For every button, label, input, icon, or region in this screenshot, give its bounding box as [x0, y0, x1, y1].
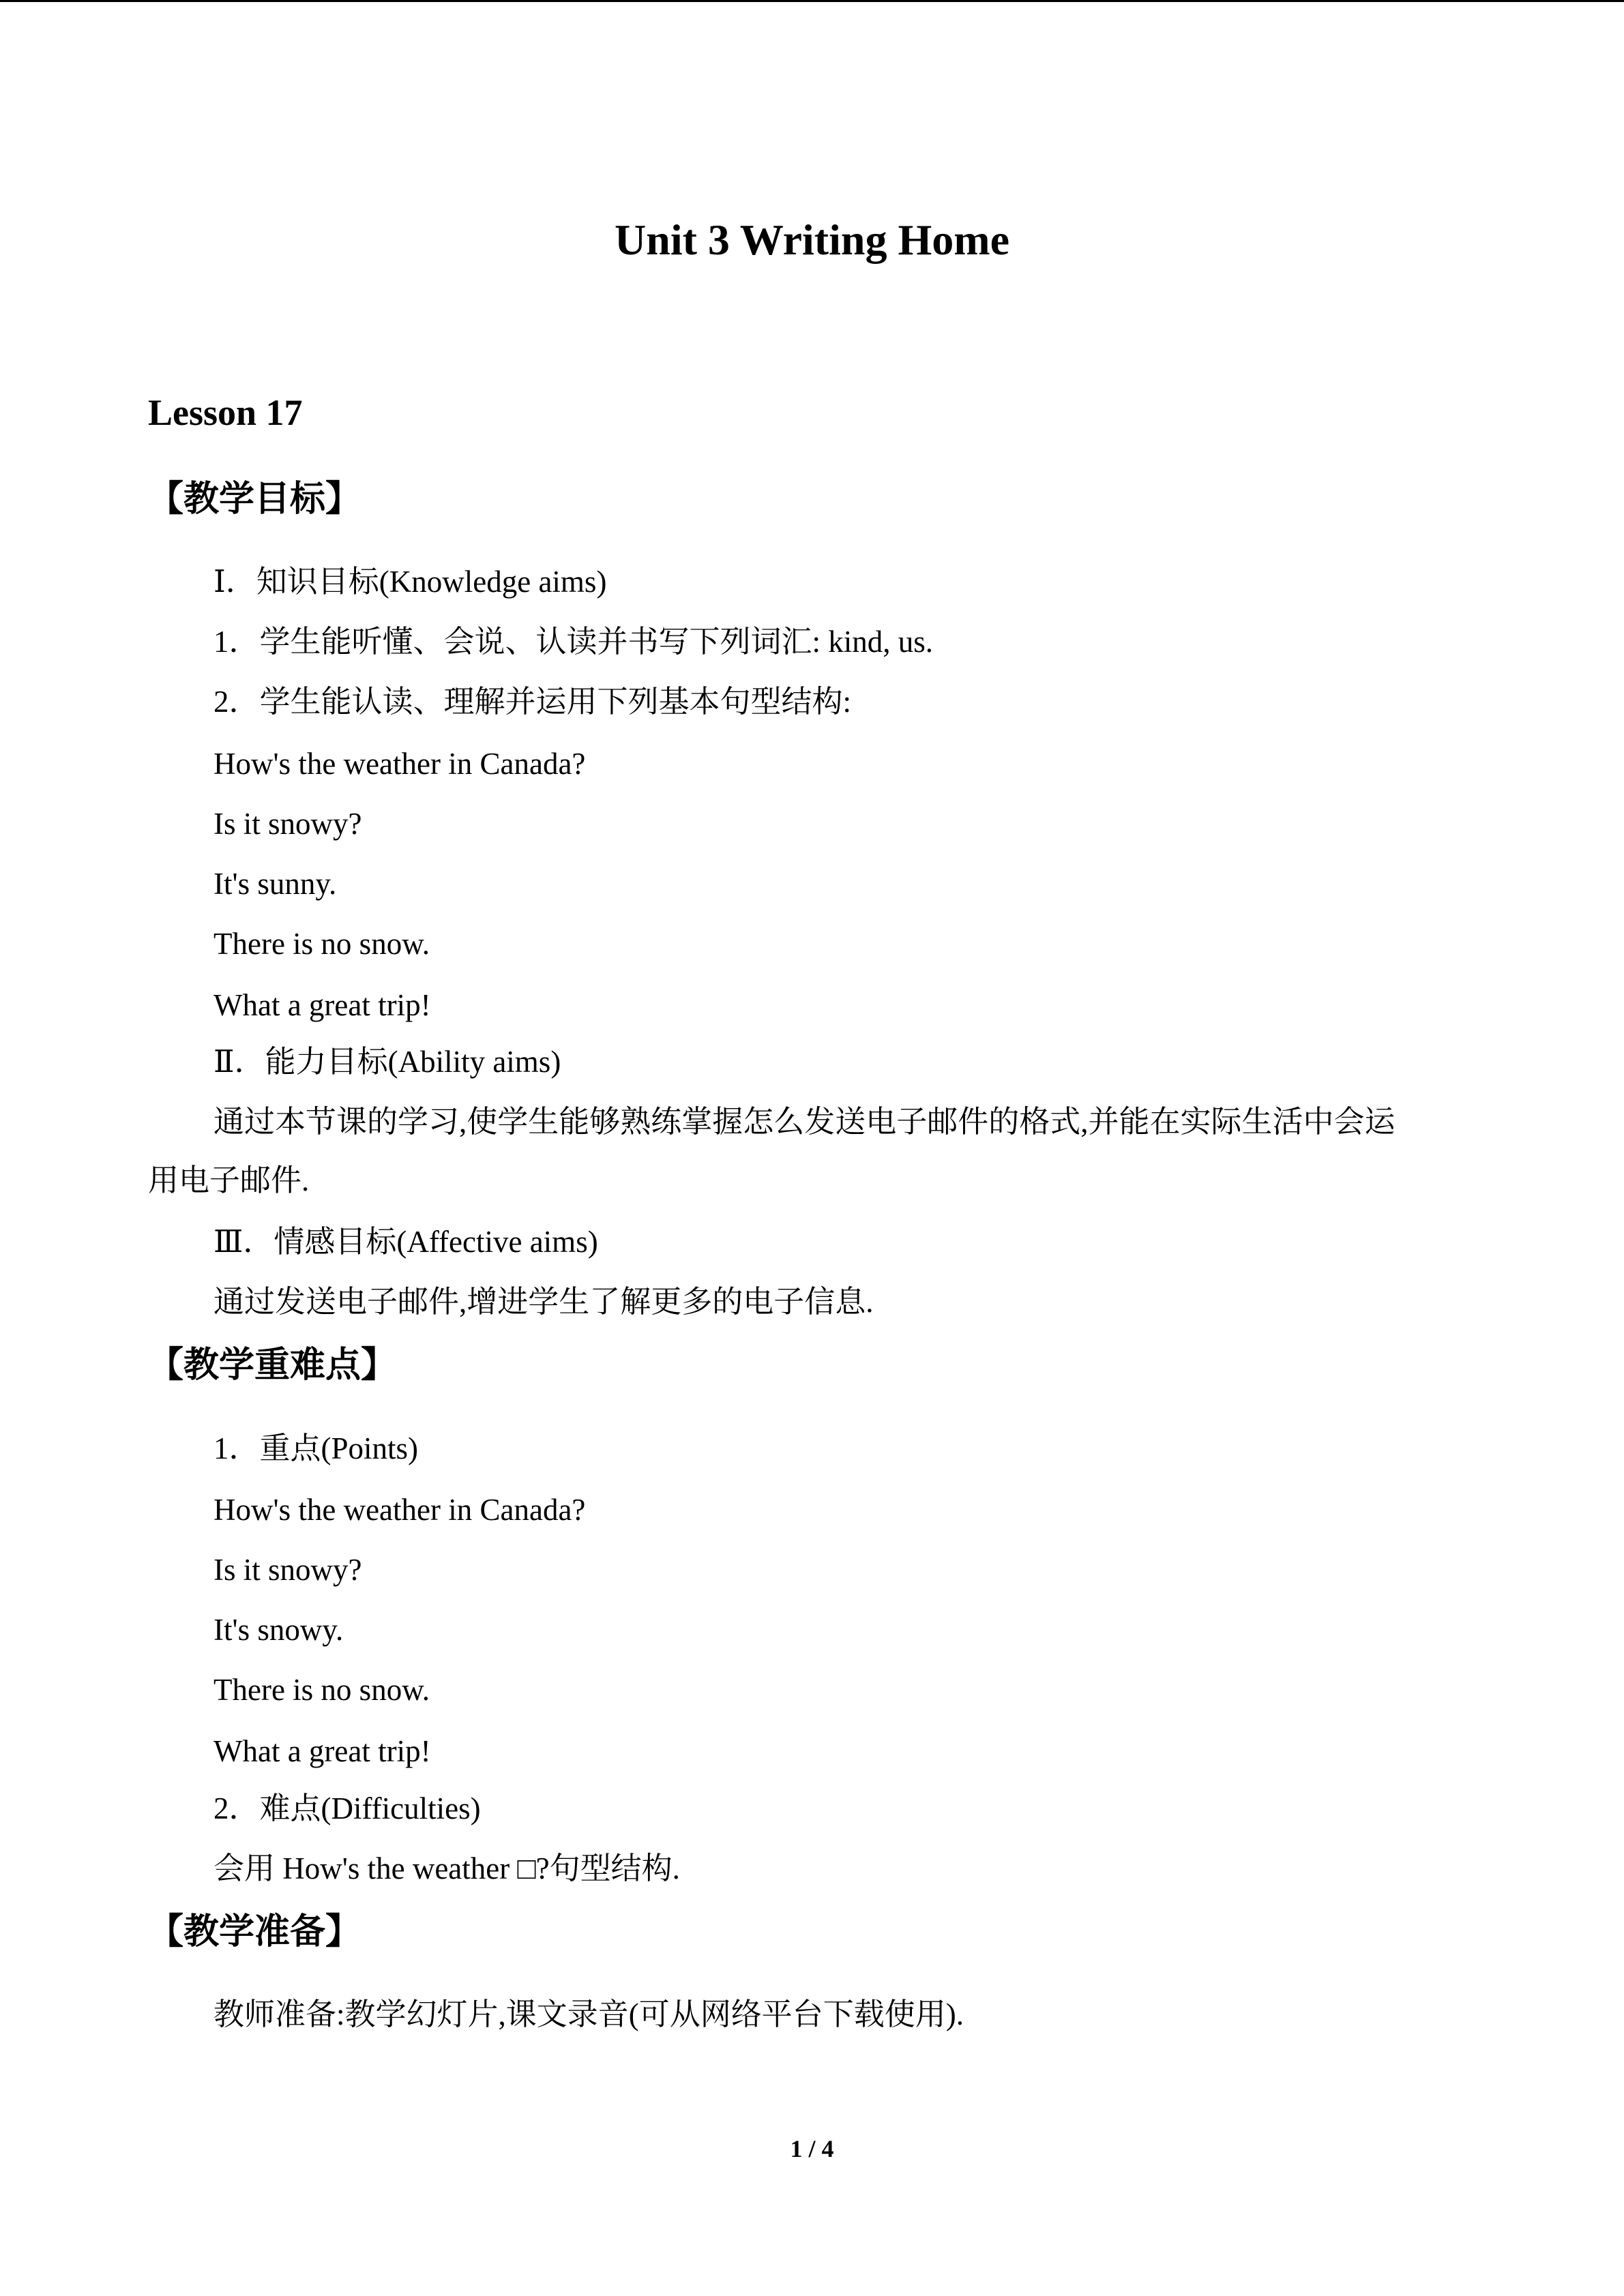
section-heading-preparation: 【教学准备】	[148, 1911, 361, 1952]
section-heading-aims: 【教学目标】	[148, 479, 361, 520]
affective-aims-label: Ⅲ．情感目标(Affective aims)	[213, 1225, 598, 1259]
lesson-title: Lesson 17	[148, 392, 303, 433]
section-heading-key-points: 【教学重难点】	[148, 1345, 397, 1386]
page-top-border	[0, 0, 1624, 2]
aims-sentence: There is no snow.	[213, 927, 430, 961]
points-sentence: It's snowy.	[213, 1613, 344, 1647]
knowledge-aims-label: Ⅰ．知识目标(Knowledge aims)	[213, 565, 607, 599]
page-number: 1 / 4	[790, 2135, 834, 2162]
knowledge-item-1: 1．学生能听懂、会说、认读并书写下列词汇: kind, us.	[213, 625, 934, 659]
knowledge-item-2: 2．学生能认读、理解并运用下列基本句型结构:	[213, 685, 852, 719]
ability-aims-text: 通过本节课的学习,使学生能够熟练掌握怎么发送电子邮件的格式,并能在实际生活中会运	[213, 1105, 1396, 1139]
aims-sentence: It's sunny.	[213, 867, 337, 901]
points-sentence: Is it snowy?	[213, 1553, 362, 1587]
ability-aims-text-continued: 用电子邮件.	[148, 1163, 310, 1197]
affective-aims-text: 通过发送电子邮件,增进学生了解更多的电子信息.	[213, 1285, 874, 1319]
aims-sentence: How's the weather in Canada?	[213, 747, 586, 781]
points-sentence: How's the weather in Canada?	[213, 1493, 586, 1527]
aims-sentence: Is it snowy?	[213, 807, 362, 841]
aims-sentence: What a great trip!	[213, 988, 431, 1022]
points-sentence: There is no snow.	[213, 1673, 430, 1707]
teacher-preparation-text: 教师准备:教学幻灯片,课文录音(可从网络平台下载使用).	[213, 1997, 964, 2031]
difficulties-text: 会用 How's the weather □?句型结构.	[213, 1851, 680, 1885]
points-sentence: What a great trip!	[213, 1734, 431, 1768]
ability-aims-label: Ⅱ．能力目标(Ability aims)	[213, 1045, 561, 1079]
points-label: 1．重点(Points)	[213, 1431, 419, 1465]
difficulties-label: 2．难点(Difficulties)	[213, 1791, 481, 1825]
document-title: Unit 3 Writing Home	[615, 215, 1009, 264]
